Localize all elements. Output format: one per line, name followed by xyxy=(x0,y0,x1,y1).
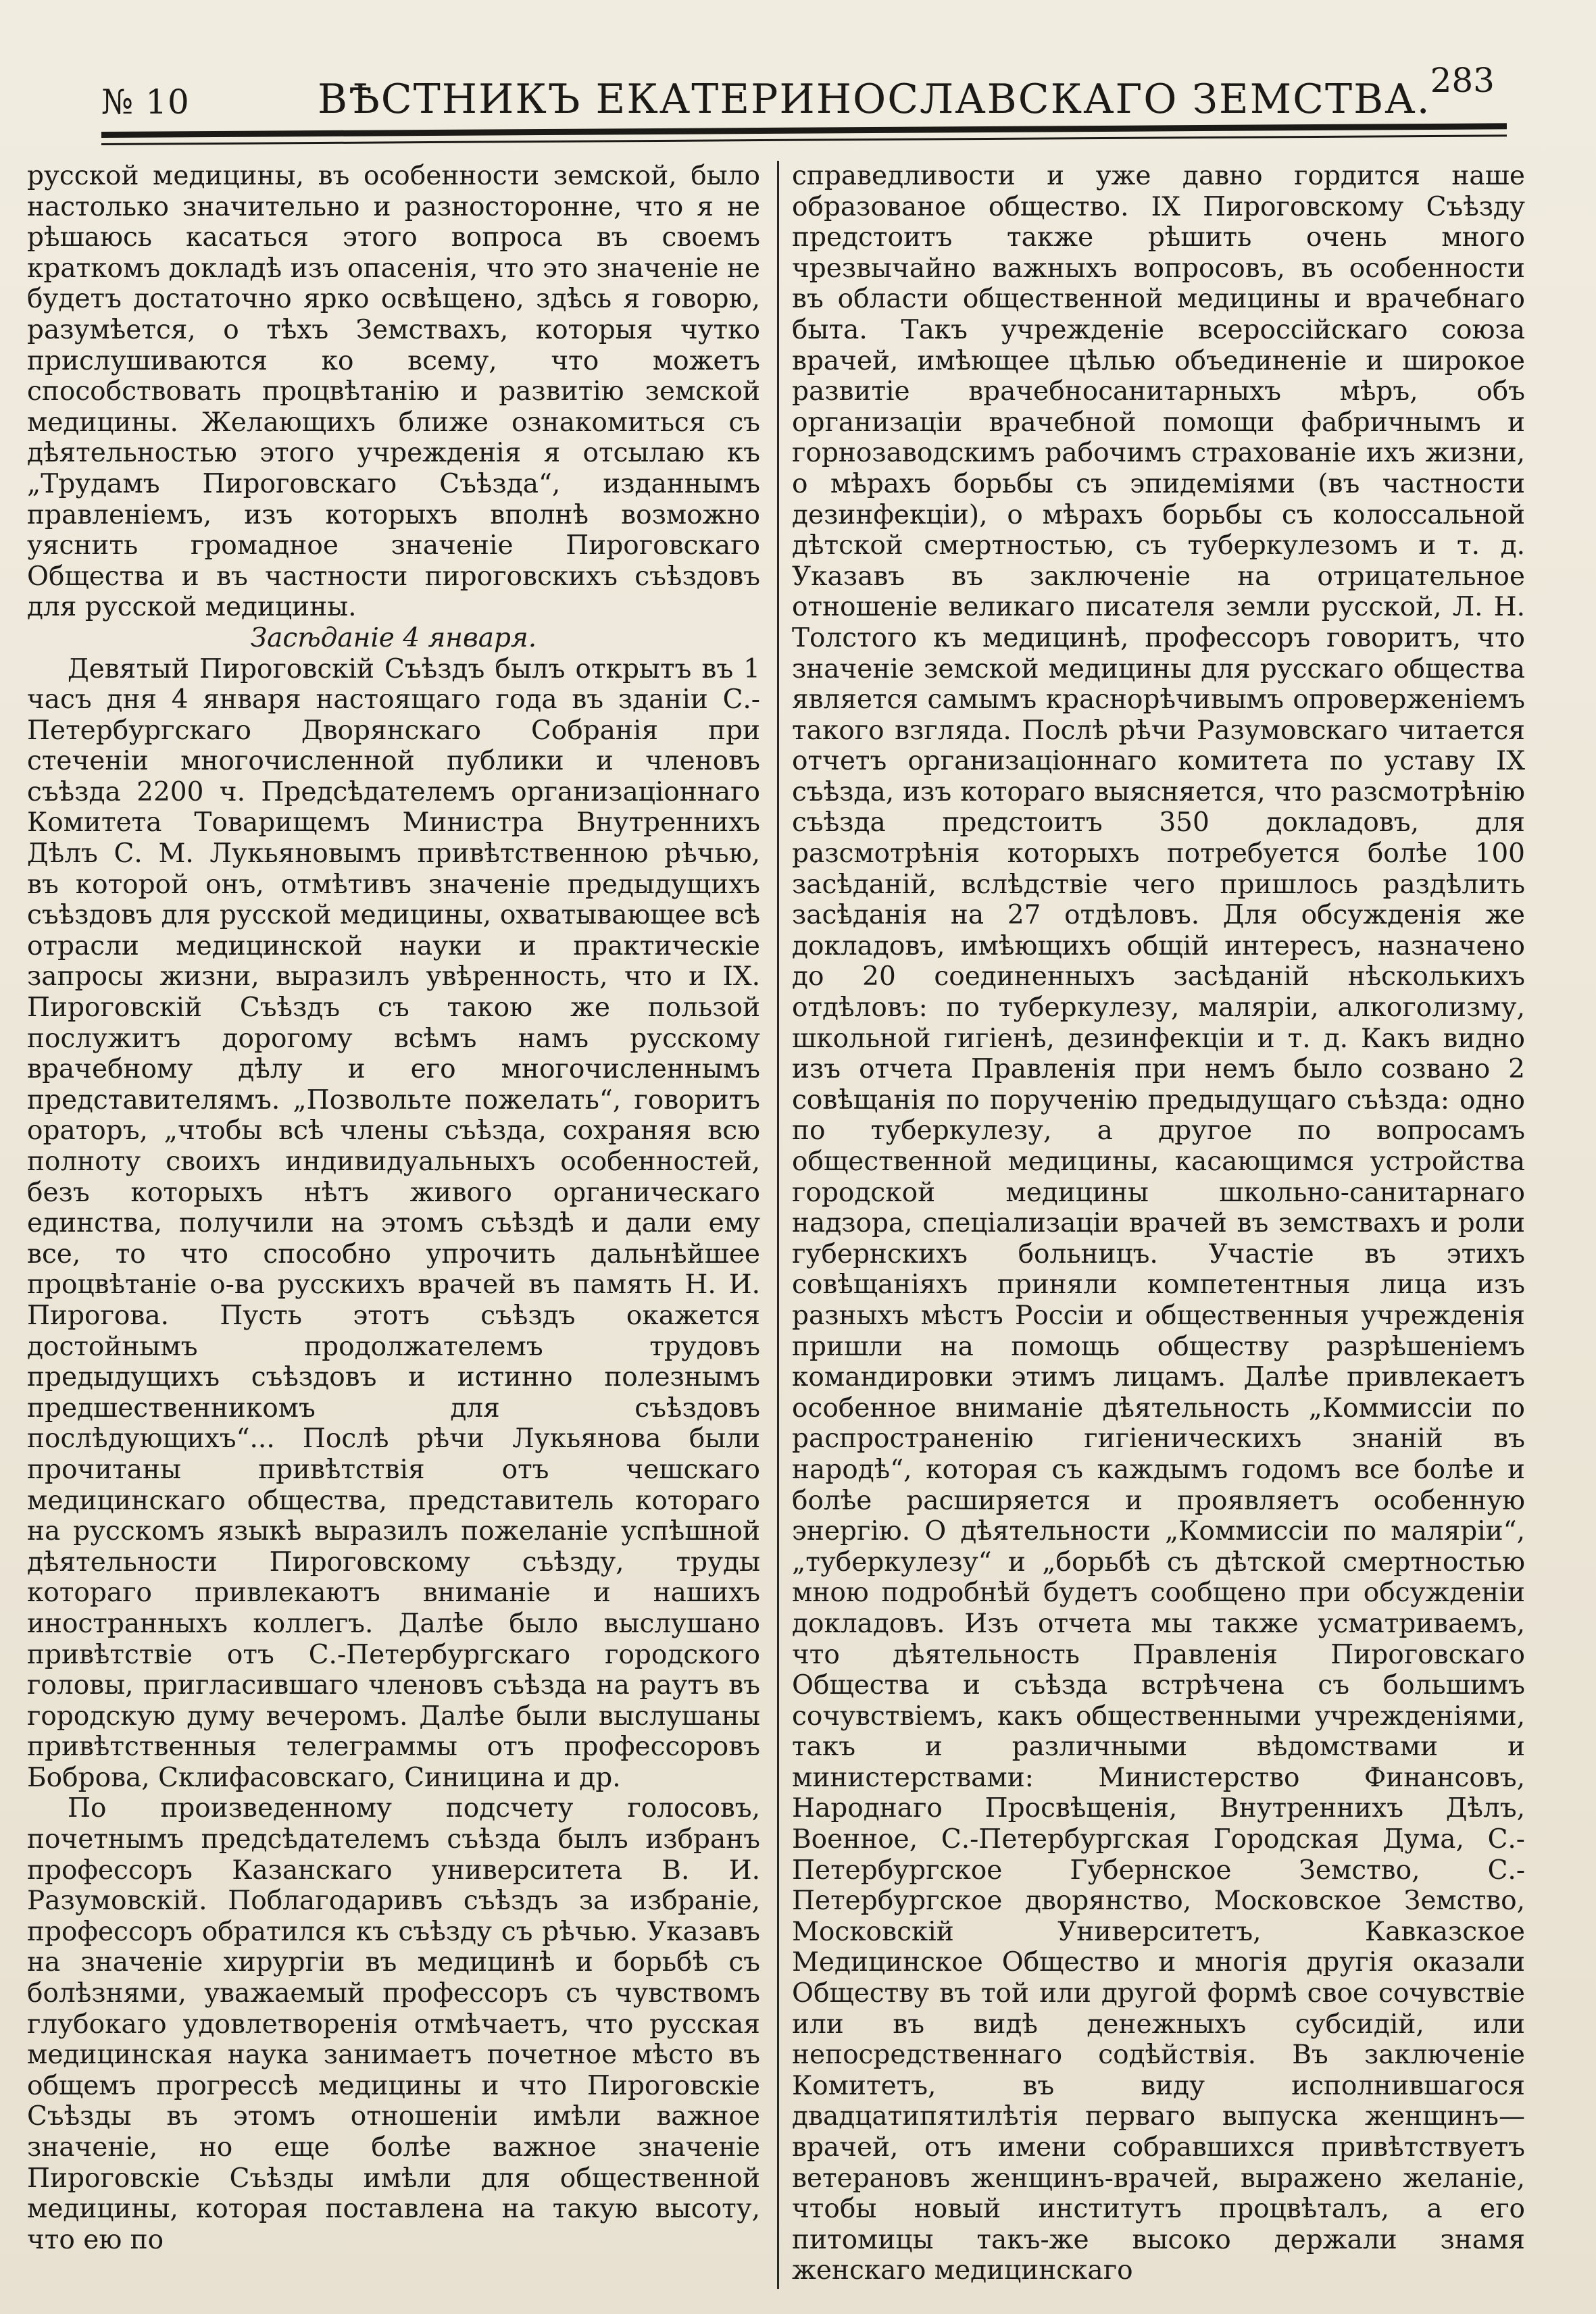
left-column xyxy=(27,161,760,2255)
page-header xyxy=(95,47,1514,122)
left-paragraph-3: По произведенному подсчету голосовъ, почетнымъ предсѣдателемъ съѣзда былъ избранъ профессоръ Казанскаго университета В. И. Разумовскій. Поблагодаривъ съѣздъ за избраніе, профессоръ обратился къ съѣзду съ рѣчью. Указавъ на значеніе хирургіи въ медицинѣ и борьбѣ съ болѣзнями, уважаемый профессоръ съ чувствомъ глубокаго удовлетворенія отмѣчаетъ, что русская медицинская наука занимаетъ почетное мѣсто въ общемъ прогрессѣ медицины и что Пироговскіе Съѣзды въ этомъ отношеніи имѣли важное значеніе, но еще болѣе важное значеніе Пироговскіе Съѣзды имѣли для общественной медицины, которая поставлена на такую высоту, что ею по xyxy=(27,1793,760,2255)
left-paragraph-2: Девятый Пироговскій Съѣздъ былъ открытъ въ 1 часъ дня 4 января настоящаго года въ зданіи С.-Петербургскаго Дворянскаго Собранія при стеченіи многочисленной публики и членовъ съѣзда 2200 ч. Предсѣдателемъ организаціоннаго Комитета Товарищемъ Министра Внутреннихъ Дѣлъ С. М. Лукьяновымъ привѣтственною рѣчью, въ которой онъ, отмѣтивъ значеніе предыдущихъ съѣздовъ для русской медицины, охватывающее всѣ отрасли медицинской науки и практическіе запросы жизни, выразилъ увѣренность, что и IX. Пироговскій Съѣздъ съ такою же пользой послужитъ дорогому всѣмъ намъ русскому врачебному дѣлу и его многочисленнымъ представителямъ. „Позвольте пожелать“, говоритъ ораторъ, „чтобы всѣ члены съѣзда, сохраняя всю полноту своихъ индивидуальныхъ особенностей, безъ которыхъ нѣтъ живого органическаго единства, получили на этомъ съѣздѣ и дали ему все, то что способно упрочить дальнѣйшее процвѣтаніе о-ва русскихъ врачей въ память Н. И. Пирогова. Пусть этотъ съѣздъ окажется достойнымъ продолжателемъ трудовъ предыдущихъ съѣздовъ и истинно полезнымъ предшественникомъ для съѣздовъ послѣдующихъ“... Послѣ рѣчи Лукьянова были прочитаны привѣтствія отъ чешскаго медицинскаго общества, представитель котораго на русскомъ языкѣ выразилъ пожеланіе успѣшной дѣятельности Пироговскому съѣзду, труды котораго привлекаютъ вниманіе и нашихъ иностранныхъ коллегъ. Далѣе было выслушано привѣтствіе отъ С.-Петербургскаго городского головы, пригласившаго членовъ съѣзда на раутъ въ городскую думу вечеромъ. Далѣе были выслушаны привѣтственныя телеграммы отъ профессоровъ Боброва, Склифасовскаго, Синицина и др. xyxy=(27,653,760,1793)
issue-number: № 10 xyxy=(101,82,190,122)
session-subheading: Засѣданіе 4 января. xyxy=(250,622,537,653)
left-paragraph-1: русской медицины, въ особенности земской, было настолько значительно и разносторонне, что я не рѣшаюсь касаться этого вопроса въ своемъ краткомъ докладѣ изъ опасенія, что это значеніе не будетъ достаточно ярко освѣщено, здѣсь я говорю, разумѣется, о тѣхъ Земствахъ, которыя чутко прислушиваются ко всему, что можетъ способствовать процвѣтанію и развитію земской медицины. Желающихъ ближе ознакомиться съ дѣятельностью этого учрежденія я отсылаю къ „Трудамъ Пироговскаго Съѣзда“, изданнымъ правленіемъ, изъ которыхъ вполнѣ возможно уяснить громадное значеніе Пироговскаго Общества и въ частности пироговскихъ съѣздовъ для русской медицины. xyxy=(27,161,760,623)
right-paragraph-1: справедливости и уже давно гордится наше образованое общество. IX Пироговскому Съѣзду предстоитъ также рѣшить очень много чрезвычайно важныхъ вопросовъ, въ особенности въ области общественной медицины и врачебнаго быта. Такъ учрежденіе всероссійскаго союза врачей, имѣющее цѣлью объединеніе и широкое развитіе врачебносанитарныхъ мѣръ, объ организаціи врачебной помощи фабричнымъ и горнозаводскимъ рабочимъ страхованіе ихъ жизни, о мѣрахъ борьбы съ эпидеміями (въ частности дезинфекціи), о мѣрахъ борьбы съ колоссальной дѣтской смертностью, съ туберкулезомъ и т. д. Указавъ въ заключеніе на отрицательное отношеніе великаго писателя земли русской, Л. Н. Толстого къ медицинѣ, профессоръ говоритъ, что значеніе земской медицины для русскаго общества является самымъ краснорѣчивымъ опроверженіемъ такого взгляда. Послѣ рѣчи Разумовскаго читается отчетъ организаціоннаго комитета по уставу IX съѣзда, изъ котораго выясняется, что разсмотрѣнію съѣзда предстоитъ 350 докладовъ, для разсмотрѣнія которыхъ потребуется болѣе 100 засѣданій, вслѣдствіе чего пришлось раздѣлить засѣданія на 27 отдѣловъ. Для обсужденія же докладовъ, имѣющихъ общій интересъ, назначено до 20 соединенныхъ засѣданій нѣсколькихъ отдѣловъ: по туберкулезу, маляріи, алкоголизму, школьной гигіенѣ, дезинфекціи и т. д. Какъ видно изъ отчета Правленія при немъ было созвано 2 совѣщанія по порученію предыдущаго съѣзда: одно по туберкулезу, а другое по вопросамъ общественной медицины, касающимся устройства городской медицины школьно-санитарнаго надзора, спеціализаціи врачей въ земствахъ и роли губернскихъ больницъ. Участіе въ этихъ совѣщаніяхъ приняли компетентныя лица изъ разныхъ мѣстъ Россіи и общественныя учрежденія пришли на помощь обществу разрѣшеніемъ командировки этимъ лицамъ. Далѣе привлекаетъ особенное вниманіе дѣятельность „Коммиссіи по распространенію гигіеническихъ знаній въ народѣ“, которая съ каждымъ годомъ все болѣе и болѣе расширяется и проявляетъ особенную энергію. О дѣятельности „Коммиссіи по маляріи“, „туберкулезу“ и „борьбѣ съ дѣтской смертностью мною подробнѣй будетъ сообщено при обсужденіи докладовъ. Изъ отчета мы также усматриваемъ, что дѣятельность Правленія Пироговскаго Общества и съѣзда встрѣчена съ большимъ сочувствіемъ, какъ общественными учрежденіями, такъ и различными вѣдомствами и министерствами: Министерство Финансовъ, Народнаго Просвѣщенія, Внутреннихъ Дѣлъ, Военное, С.-Петербургская Городская Дума, С.-Петербургское Губернское Земство, С.-Петербургское дворянство, Московское Земство, Московскій Университетъ, Кавказское Медицинское Общество и многія другія оказали Обществу въ той или другой формѣ свое сочувствіе или въ видѣ денежныхъ субсидій, или непосредственнаго содѣйствія. Въ заключеніе Комитетъ, въ виду исполнившагося двадцатипятилѣтія перваго выпуска женщинъ—врачей, отъ имени собравшихся привѣтствуетъ ветерановъ женщинъ-врачей, выражено желаніе, чтобы новый институтъ процвѣталъ, а его питомицы такъ-же высоко держали знамя женскаго медицинскаго xyxy=(792,161,1525,2286)
journal-title: ВѢСТНИКЪ ЕКАТЕРИНОСЛАВСКАГО ЗЕМСТВА. xyxy=(318,76,1431,123)
column-divider xyxy=(777,161,779,2289)
page-number: 283 xyxy=(1430,61,1495,100)
right-column xyxy=(792,161,1525,2286)
